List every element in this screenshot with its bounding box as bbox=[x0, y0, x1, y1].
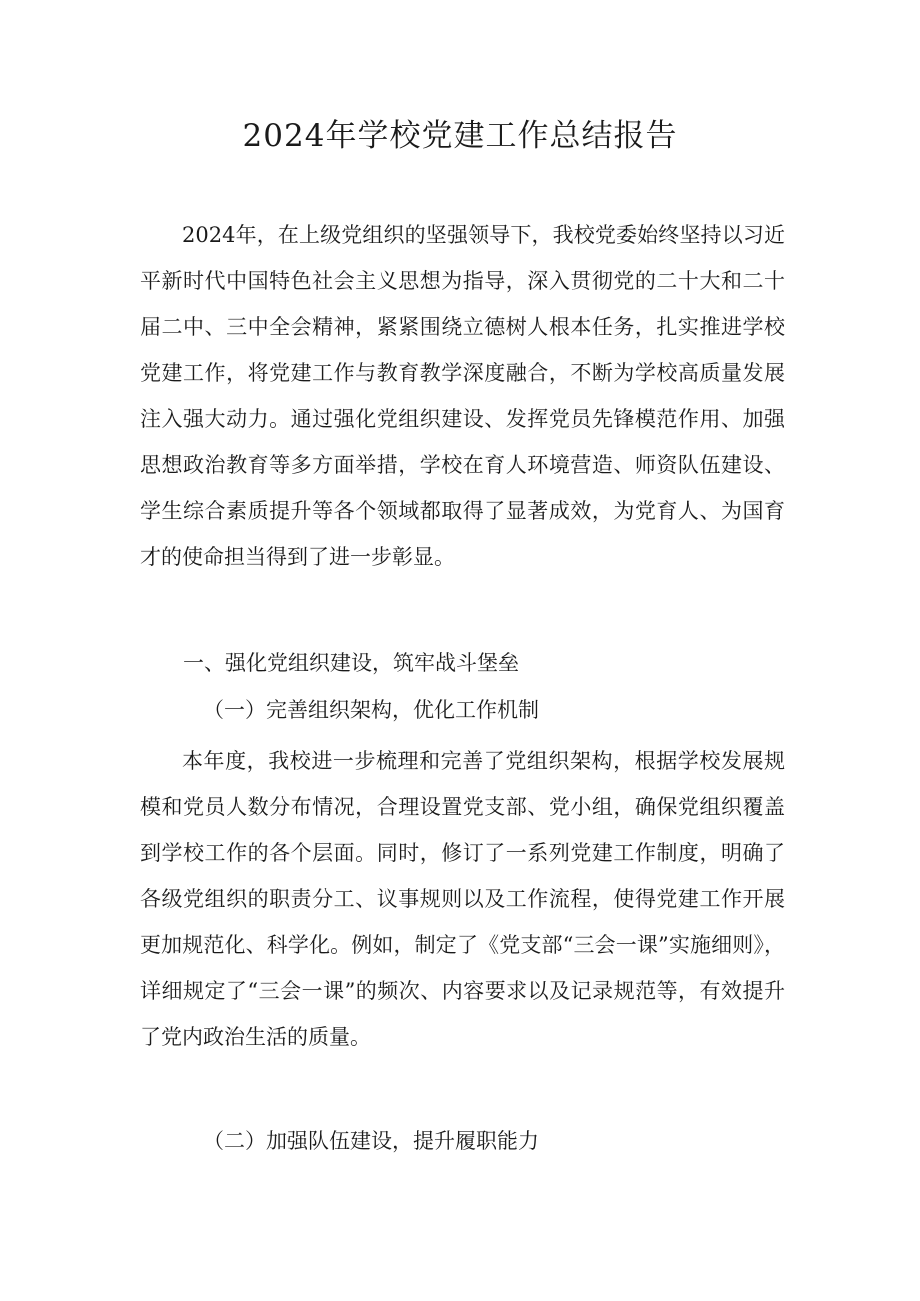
subsection-1-1-paragraph: 本年度，我校进一步梳理和完善了党组织架构，根据学校发展规模和党员人数分布情况，合理设置党支部、党小组，确保党组织覆盖到学校工作的各个层面。同时，修订了一系列党建工作制度，明确了各级党组织的职责分工、议事规则以及工作流程，使得党建工作开展更加规范化、科学化。例如，制定了《党支部“三会一课”实施细则》，详细规定了“三会一课”的频次、内容要求以及记录规范等，有效提升了党内政治生活的质量。 bbox=[140, 749, 785, 1049]
subsection-heading-1-1: （一）完善组织架构，优化工作机制 bbox=[203, 698, 539, 722]
document-title: 2024年学校党建工作总结报告 bbox=[242, 118, 678, 154]
intro-paragraph: 2024年，在上级党组织的坚强领导下，我校党委始终坚持以习近平新时代中国特色社会主义思想为指导，深入贯彻党的二十大和二十届二中、三中全会精神，紧紧围绕立德树人根本任务，扎实推进学校党建工作，将党建工作与教育教学深度融合，不断为学校高质量发展注入强大动力。通过强化党组织建设、发挥党员先锋模范作用、加强思想政治教育等多方面举措，学校在育人环境营造、师资队伍建设、学生综合素质提升等各个领域都取得了显著成效，为党育人、为国育才的使命担当得到了进一步彰显。 bbox=[140, 223, 785, 569]
section-heading-1: 一、强化党组织建设，筑牢战斗堡垒 bbox=[183, 651, 519, 675]
subsection-heading-1-2: （二）加强队伍建设，提升履职能力 bbox=[203, 1129, 539, 1153]
